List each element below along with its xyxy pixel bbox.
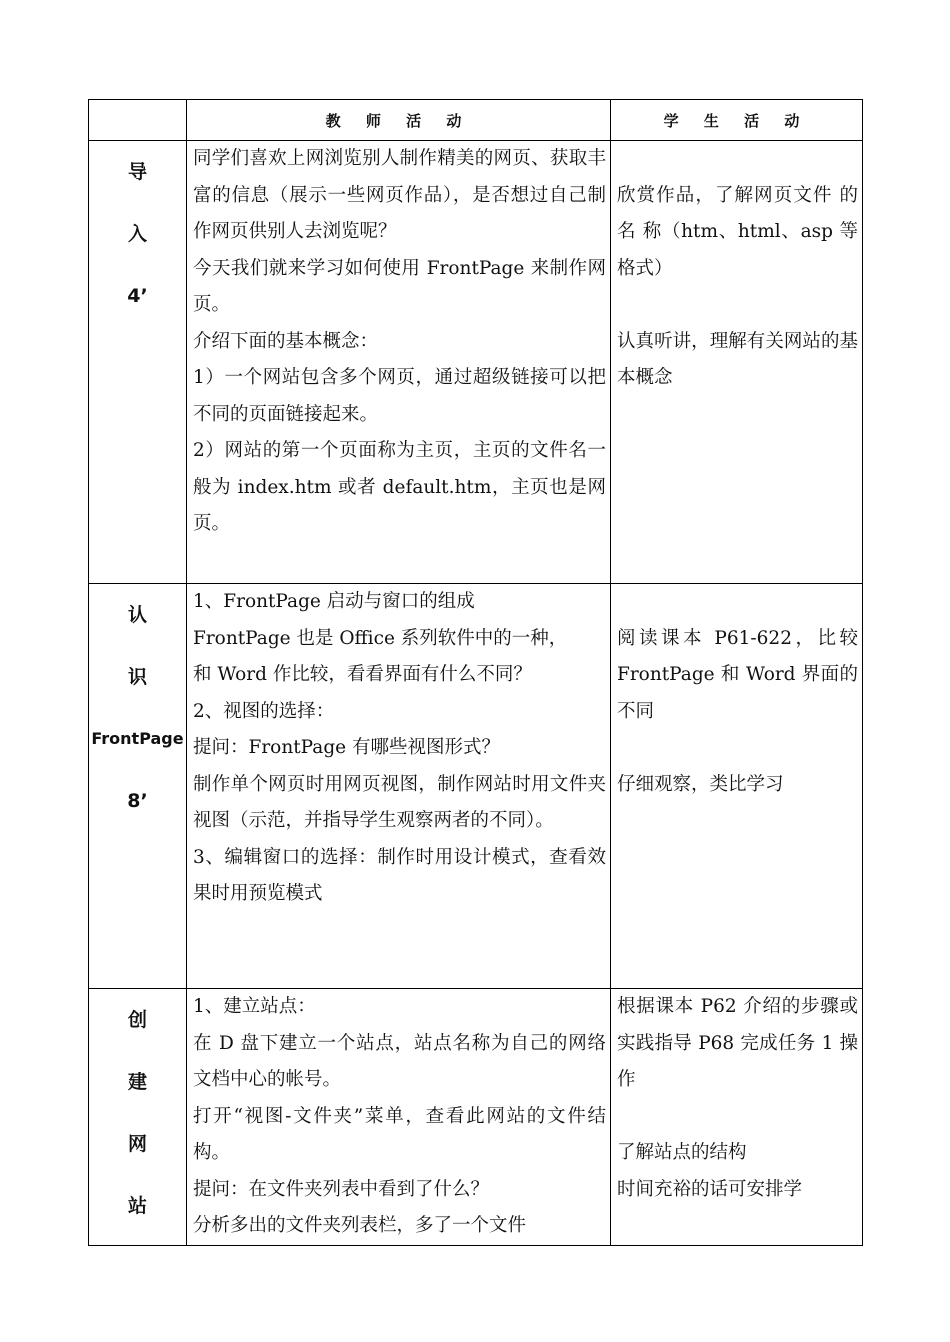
teacher-paragraph: 打开“视图-文件夹”菜单，查看此网站的文件结构。 (193, 1105, 606, 1163)
table-header-row (89, 100, 863, 141)
table-row-intro (89, 141, 863, 584)
teacher-paragraph: 今天我们就来学习如何使用 FrontPage 来制作网页。 (193, 257, 606, 315)
teacher-paragraph: 和 Word 作比较，看看界面有什么不同？ (193, 664, 532, 685)
student-paragraph: 根据课本 P62 介绍的步骤或实践指导 P68 完成任务 1 操作 (617, 996, 858, 1090)
teacher-activity-frontpage (187, 584, 611, 989)
teacher-paragraph: FrontPage 也是 Office 系列软件中的一种， (193, 627, 568, 649)
teacher-paragraph: 1）一个网站包含多个网页，通过超级链接可以把不同的页面链接起来。 (193, 367, 606, 425)
table-row-create-site (89, 989, 863, 1246)
section-label-word: FrontPage (91, 729, 184, 748)
student-paragraph: 认真听讲，理解有关网站的基本概念 (617, 330, 858, 388)
section-label-char: 入 (127, 223, 147, 245)
student-activity-intro (611, 141, 863, 584)
student-activity-frontpage (611, 584, 863, 989)
student-paragraph: 时间充裕的话可安排学 (617, 1178, 803, 1200)
section-label-char: 导 (127, 161, 147, 183)
student-paragraph: 欣赏作品，了解网页文件 的 名 称（htm、html、asp 等格式） (617, 184, 858, 279)
teacher-paragraph: 分析多出的文件夹列表栏，多了一个文件 (193, 1215, 527, 1236)
section-label-char: 创 (127, 1009, 147, 1031)
teacher-paragraph: 提问：FrontPage 有哪些视图形式？ (193, 737, 500, 758)
student-paragraph: 仔细观察，类比学习 (617, 773, 784, 795)
lesson-plan-table (88, 99, 863, 1246)
header-teacher-activity: 教 师 活 动 (187, 100, 611, 141)
section-label-create-site (89, 989, 187, 1246)
student-paragraph: 阅读课本 P61-622，比较 FrontPage 和 Word 界面的不同 (617, 627, 858, 722)
teacher-paragraph: 制作单个网页时用网页视图，制作网站时用文件夹视图（示范，并指导学生观察两者的不同）。 (193, 773, 606, 831)
teacher-activity-intro (187, 141, 611, 584)
teacher-paragraph: 1、FrontPage 启动与窗口的组成 (193, 591, 475, 612)
header-blank-cell (89, 100, 187, 141)
section-label-char: 认 (127, 604, 147, 626)
section-label-intro (89, 141, 187, 584)
section-label-char: 站 (127, 1195, 147, 1217)
section-duration: 4’ (127, 285, 148, 307)
teacher-paragraph: 3、编辑窗口的选择：制作时用设计模式，查看效果时用预览模式 (193, 846, 606, 904)
student-paragraph: 了解站点的结构 (617, 1142, 747, 1163)
teacher-paragraph: 提问：在文件夹列表中看到了什么？ (193, 1178, 490, 1200)
table-row-frontpage (89, 584, 863, 989)
teacher-activity-create-site (187, 989, 611, 1246)
header-student-activity: 学 生 活 动 (611, 100, 863, 141)
teacher-paragraph: 在 D 盘下建立一个站点，站点名称为自己的网络文档中心的帐号。 (193, 1032, 606, 1090)
teacher-paragraph: 2）网站的第一个页面称为主页，主页的文件名一般为 index.htm 或者 default.htm，主页也是网页。 (193, 440, 606, 534)
teacher-paragraph: 1、建立站点： (193, 996, 316, 1017)
section-duration: 8’ (127, 790, 148, 812)
student-activity-create-site (611, 989, 863, 1246)
teacher-paragraph: 介绍下面的基本概念： (193, 330, 379, 352)
section-label-char: 建 (127, 1071, 147, 1093)
teacher-paragraph: 同学们喜欢上网浏览别人制作精美的网页、获取丰富的信息（展示一些网页作品），是否想过自己制作网页供别人去浏览呢？ (193, 148, 606, 242)
teacher-paragraph: 2、视图的选择： (193, 700, 335, 722)
section-label-frontpage (89, 584, 187, 989)
section-label-char: 识 (127, 666, 147, 688)
section-label-char: 网 (127, 1133, 147, 1155)
